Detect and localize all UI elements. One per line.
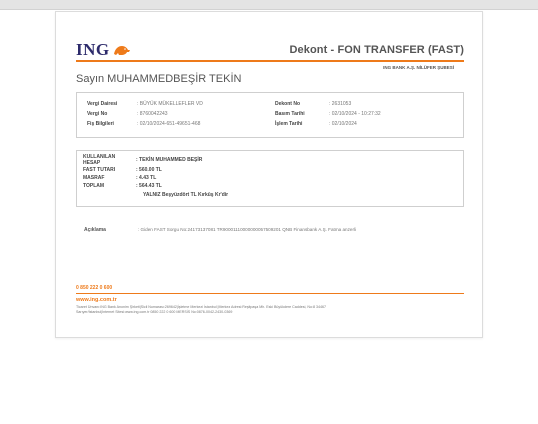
slip-info-label: Fiş Bilgileri — [87, 121, 114, 127]
description-label: Açıklama — [84, 227, 106, 233]
transaction-date-value: : 02/10/2024 — [329, 121, 357, 127]
document-info-box — [76, 92, 464, 138]
fast-amount-label: FAST TUTARI — [83, 167, 116, 173]
total-value: : 564.43 TL — [136, 183, 162, 189]
header-divider — [76, 60, 464, 62]
tax-number-label: Vergi No — [87, 111, 108, 117]
print-date-label: Basım Tarihi — [275, 111, 305, 117]
footer-divider — [76, 293, 464, 294]
account-holder-value: : TEKİN MUHAMMED BEŞİR — [136, 157, 203, 163]
lion-icon — [113, 43, 131, 57]
fee-value: : 4.43 TL — [136, 175, 157, 181]
legal-line-1: Ticaret Ünvanı:ING Bank Anonim Şirketi|Sicil Numarası:269642|İşletme Merkezi İstanbul |Merkez Adresi:Reşitpaşa Mh. Eski Büyükdere Caddesi, No:8 34467 — [76, 305, 326, 309]
fee-label: MASRAF — [83, 175, 105, 181]
document-title: Dekont - FON TRANSFER (FAST) — [289, 44, 464, 56]
description-value: : Giden FAST Sorgu No:24173137081 TR900011100000000575092​01 QNB Finansbank A.Ş. Fatma anzerli — [138, 227, 357, 232]
account-label-line2: HESAP — [83, 160, 101, 166]
amount-in-words: YALNIZ Beşyüzdört TL Kırkûş Kr'dir — [143, 192, 229, 198]
branch-name: ING BANK A.Ş. NİLÜFER ŞUBESİ — [383, 65, 454, 70]
account-label-line1: KULLANILAN — [83, 154, 116, 160]
customer-greeting: Sayın MUHAMMEDBEŞİR TEKİN — [76, 73, 242, 85]
receipt-page — [55, 11, 483, 338]
website-link[interactable]: www.ing.com.tr — [76, 297, 117, 303]
total-label: TOPLAM — [83, 183, 105, 189]
tax-number-value: : 8760042243 — [137, 111, 168, 117]
ing-logo — [76, 42, 131, 58]
legal-line-2: Sarıyer/İstanbul|İnternet Sitesi:www.ing.com.tr 0850 222 0 600 MERSİS No:0876-0042-2430-0369 — [76, 310, 233, 314]
viewer-toolbar — [0, 0, 538, 10]
tax-office-value: : BÜYÜK MÜKELLEFLER VD — [137, 101, 203, 107]
print-date-value: : 02/10/2024 - 10:27:32 — [329, 111, 381, 117]
transfer-details-box — [76, 150, 464, 207]
transaction-date-label: İşlem Tarihi — [275, 121, 303, 127]
legal-info — [76, 305, 462, 315]
receipt-number-value: : 2631053 — [329, 101, 352, 107]
ing-logo-text: ING — [76, 40, 110, 59]
tax-office-label: Vergi Dairesi — [87, 101, 118, 107]
slip-info-value: : 02/10/2024-651-49651-468 — [137, 121, 201, 127]
receipt-number-label: Dekont No — [275, 101, 300, 107]
fast-amount-value: : 560.00 TL — [136, 167, 162, 173]
customer-service-phone: 0 850 222 0 600 — [76, 285, 113, 291]
